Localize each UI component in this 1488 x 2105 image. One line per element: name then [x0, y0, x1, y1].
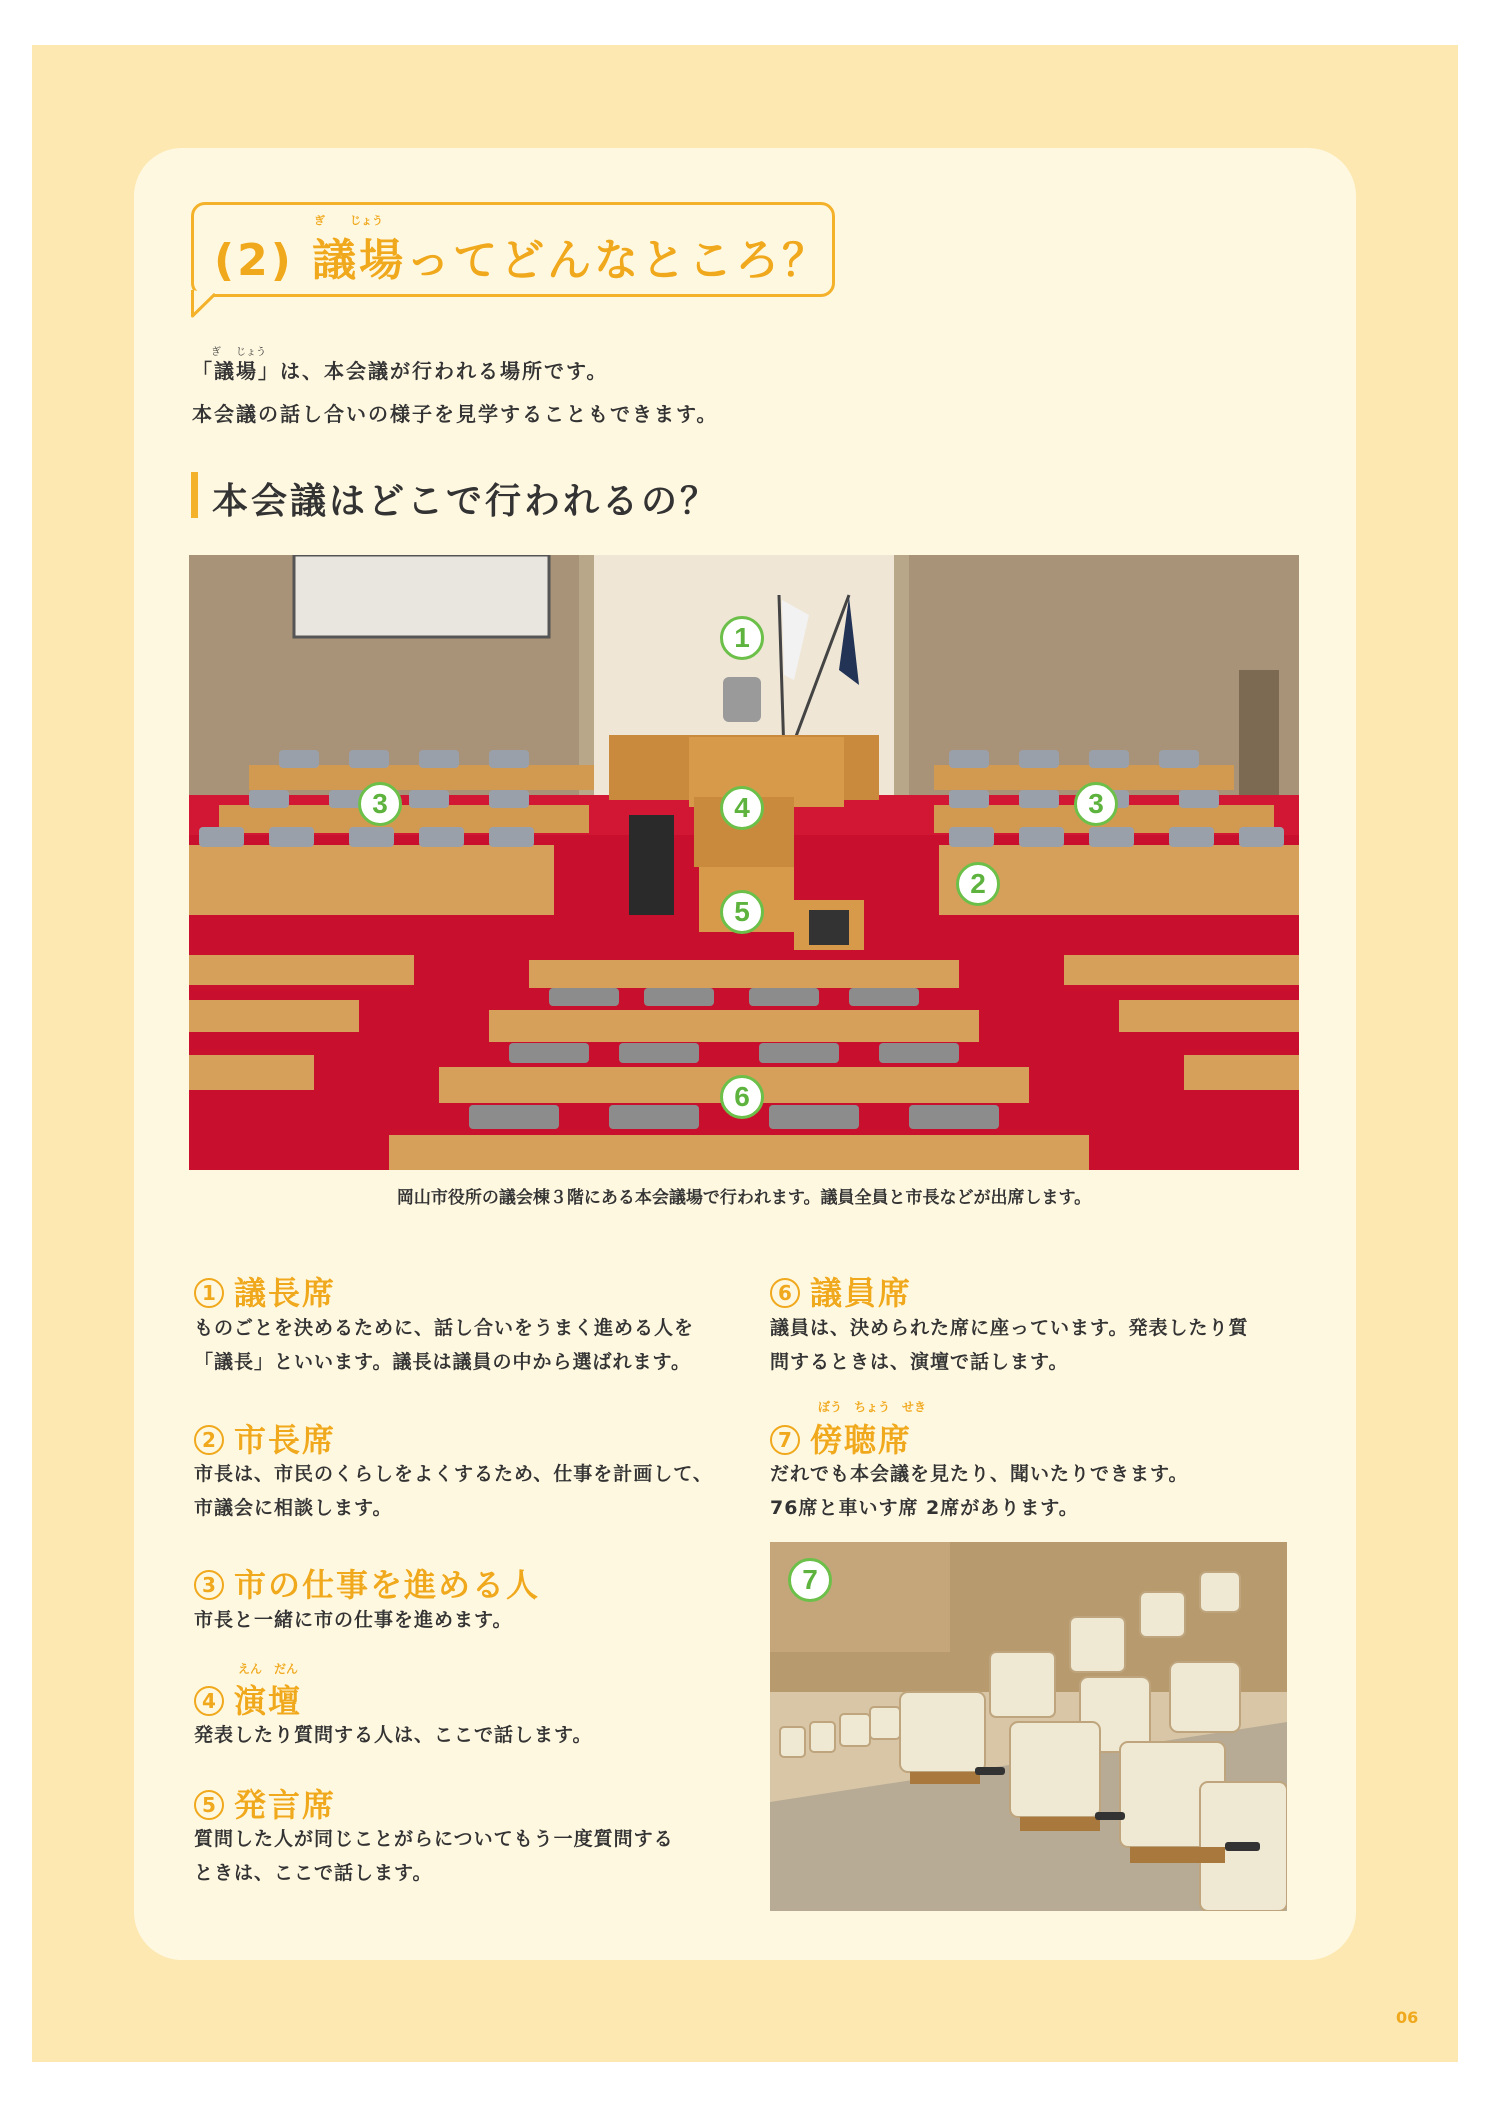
marker-6: 6 [720, 1075, 764, 1119]
title-ruby-gi: ぎ [314, 214, 325, 227]
item-6-line-1: 議員は、決められた席に座っています。発表したり質 [770, 1317, 1249, 1339]
item-7-line-2: 76席と車いす席 2席があります。 [770, 1497, 1079, 1519]
item-1-line-2: 「議長」といいます。議長は議員の中から選ばれます。 [194, 1351, 691, 1373]
item-2-number: 2 [194, 1425, 224, 1455]
page-number: 06 [1396, 2008, 1419, 2027]
item-7-number: 7 [770, 1425, 800, 1455]
item-7-ruby: ぼう ちょう せき [818, 1400, 927, 1414]
item-3-title-text: 市の仕事を進める人 [234, 1566, 541, 1604]
marker-3-left: 3 [358, 782, 402, 826]
item-2-body [194, 1457, 713, 1525]
item-3-line-1: 市長と一緒に市の仕事を進めます。 [194, 1609, 513, 1631]
item-2-title-text: 市長席 [234, 1421, 337, 1459]
item-6-title [770, 1268, 912, 1314]
item-3-title [194, 1560, 540, 1606]
item-3-number: 3 [194, 1570, 224, 1600]
item-7-body [770, 1457, 1188, 1525]
intro-ruby-jou: じょう [236, 347, 266, 358]
council-chamber-photo [189, 555, 1299, 1170]
item-1-line-1: ものごとを決めるために、話し合いをうまく進める人を [194, 1317, 695, 1339]
item-4-title-text: 演壇 [234, 1682, 303, 1720]
item-2-line-1: 市長は、市民のくらしをよくするため、仕事を計画して、 [194, 1463, 713, 1485]
item-7-title [770, 1415, 912, 1461]
item-1-number: 1 [194, 1278, 224, 1308]
item-7-line-1: だれでも本会議を見たり、聞いたりできます。 [770, 1463, 1189, 1485]
item-2-line-2: 市議会に相談します。 [194, 1497, 393, 1519]
item-6-body [770, 1311, 1248, 1379]
item-6-number: 6 [770, 1278, 800, 1308]
gallery-illustration [770, 1542, 1287, 1911]
item-5-title-text: 発言席 [234, 1786, 337, 1824]
marker-4: 4 [720, 786, 764, 830]
title-ruby-jou: じょう [350, 214, 383, 227]
item-4-ruby: えん だん [238, 1662, 299, 1676]
intro-line-1: 「議場」は、本会議が行われる場所です。 [192, 359, 609, 383]
title-number: (2) [214, 235, 294, 286]
intro-line-2: 本会議の話し合いの様子を見学することもできます。 [192, 402, 719, 426]
item-5-title [194, 1780, 336, 1826]
gallery-marker-7: 7 [788, 1558, 832, 1602]
page-title [214, 224, 829, 288]
item-6-line-2: 問するときは、演壇で話します。 [770, 1351, 1069, 1373]
item-3-body [194, 1603, 512, 1637]
gallery-seats-photo [770, 1542, 1287, 1911]
item-4-number: 4 [194, 1686, 224, 1716]
item-5-line-2: ときは、ここで話します。 [194, 1862, 433, 1884]
section-heading: 本会議はどこで行われるの？ [212, 481, 720, 522]
item-5-number: 5 [194, 1790, 224, 1820]
title-text: 議場ってどんなところ？ [312, 235, 830, 286]
marker-1: 1 [720, 616, 764, 660]
marker-2: 2 [956, 862, 1000, 906]
marker-5: 5 [720, 890, 764, 934]
item-1-body [194, 1311, 694, 1379]
item-4-body [194, 1718, 592, 1752]
item-5-body [194, 1822, 674, 1890]
item-4-line-1: 発表したり質問する人は、ここで話します。 [194, 1724, 593, 1746]
photo-caption: 岡山市役所の議会棟３階にある本会議場で行われます。議員全員と市長などが出席します。 [396, 1188, 1092, 1208]
marker-3-right: 3 [1074, 782, 1118, 826]
item-1-title-text: 議長席 [234, 1274, 337, 1312]
section-accent-bar [191, 472, 198, 518]
item-6-title-text: 議員席 [810, 1274, 913, 1312]
item-5-line-1: 質問した人が同じことがらについてもう一度質問する [194, 1828, 674, 1850]
intro-ruby-gi: ぎ [211, 347, 221, 358]
item-4-title [194, 1676, 302, 1722]
item-1-title [194, 1268, 336, 1314]
bubble-tail-icon [191, 290, 221, 320]
item-2-title [194, 1415, 336, 1461]
item-7-title-text: 傍聴席 [810, 1421, 913, 1459]
